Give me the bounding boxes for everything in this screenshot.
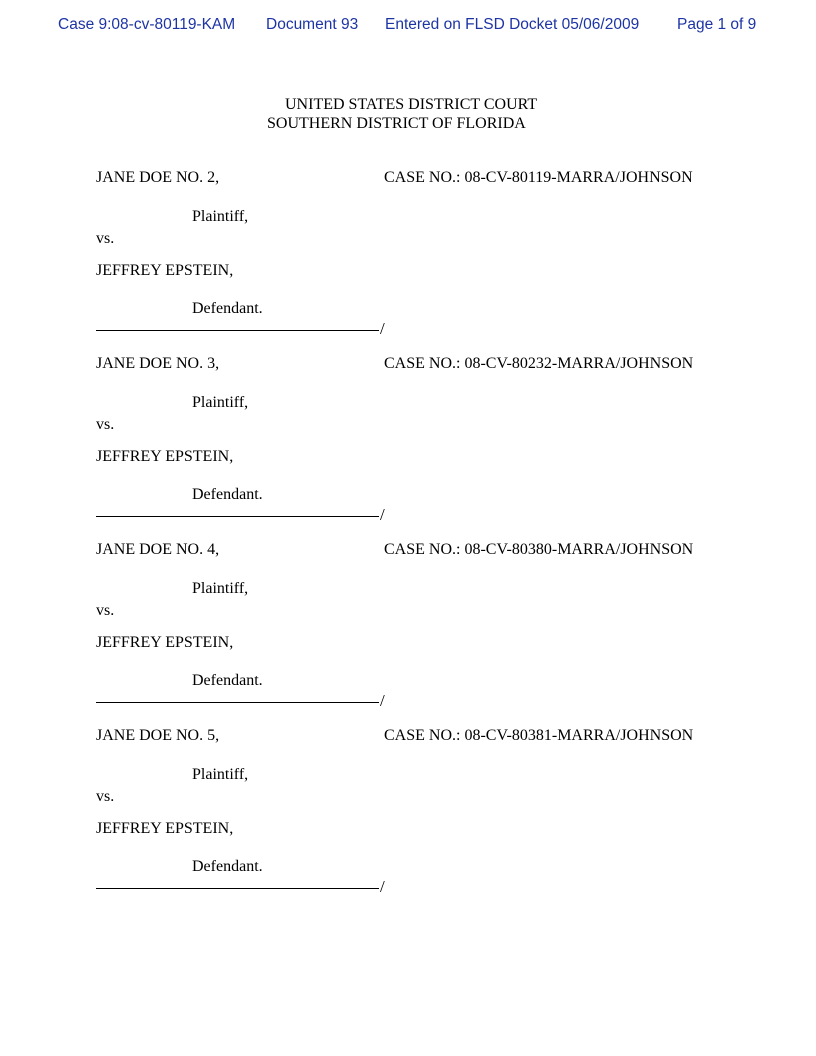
plaintiff-label: Plaintiff, (192, 208, 249, 225)
versus-label: vs. (96, 602, 115, 619)
caption-separator-rule (96, 494, 385, 524)
plaintiff-name: JANE DOE NO. 4, (96, 541, 220, 558)
versus-label: vs. (96, 788, 115, 805)
case-number: CASE NO.: 08-CV-80232-MARRA/JOHNSON (384, 355, 694, 372)
court-title (0, 95, 816, 137)
case-caption-block (96, 168, 736, 354)
defendant-name: JEFFREY EPSTEIN, (96, 262, 234, 279)
plaintiff-label: Plaintiff, (192, 580, 249, 597)
defendant-label: Defendant. (192, 858, 263, 875)
defendant-label: Defendant. (192, 672, 263, 689)
caption-separator-rule (96, 680, 385, 710)
plaintiff-name: JANE DOE NO. 2, (96, 169, 220, 186)
court-district: SOUTHERN DISTRICT OF FLORIDA (267, 115, 526, 132)
caption-slash: / (380, 505, 385, 524)
defendant-name: JEFFREY EPSTEIN, (96, 448, 234, 465)
case-caption-block (96, 540, 736, 726)
docket-document-number: Document 93 (266, 16, 359, 33)
plaintiff-name: JANE DOE NO. 3, (96, 355, 220, 372)
caption-separator-rule (96, 866, 385, 896)
case-number: CASE NO.: 08-CV-80119-MARRA/JOHNSON (384, 169, 693, 186)
caption-slash: / (380, 319, 385, 338)
caption-separator-rule (96, 308, 385, 338)
plaintiff-name: JANE DOE NO. 5, (96, 727, 220, 744)
case-caption-list (96, 168, 736, 948)
docket-entered-date: Entered on FLSD Docket 05/06/2009 (385, 16, 640, 33)
docket-stamp (0, 16, 816, 36)
caption-slash: / (380, 691, 385, 710)
caption-slash: / (380, 877, 385, 896)
case-caption-block (96, 726, 736, 912)
docket-case-number: Case 9:08-cv-80119-KAM (58, 16, 236, 33)
plaintiff-label: Plaintiff, (192, 394, 249, 411)
defendant-label: Defendant. (192, 300, 263, 317)
versus-label: vs. (96, 416, 115, 433)
plaintiff-label: Plaintiff, (192, 766, 249, 783)
court-name: UNITED STATES DISTRICT COURT (285, 96, 538, 113)
defendant-name: JEFFREY EPSTEIN, (96, 634, 234, 651)
case-number: CASE NO.: 08-CV-80380-MARRA/JOHNSON (384, 541, 694, 558)
versus-label: vs. (96, 230, 115, 247)
case-number: CASE NO.: 08-CV-80381-MARRA/JOHNSON (384, 727, 694, 744)
case-caption-block (96, 354, 736, 540)
defendant-name: JEFFREY EPSTEIN, (96, 820, 234, 837)
defendant-label: Defendant. (192, 486, 263, 503)
docket-page-indicator: Page 1 of 9 (677, 16, 757, 33)
